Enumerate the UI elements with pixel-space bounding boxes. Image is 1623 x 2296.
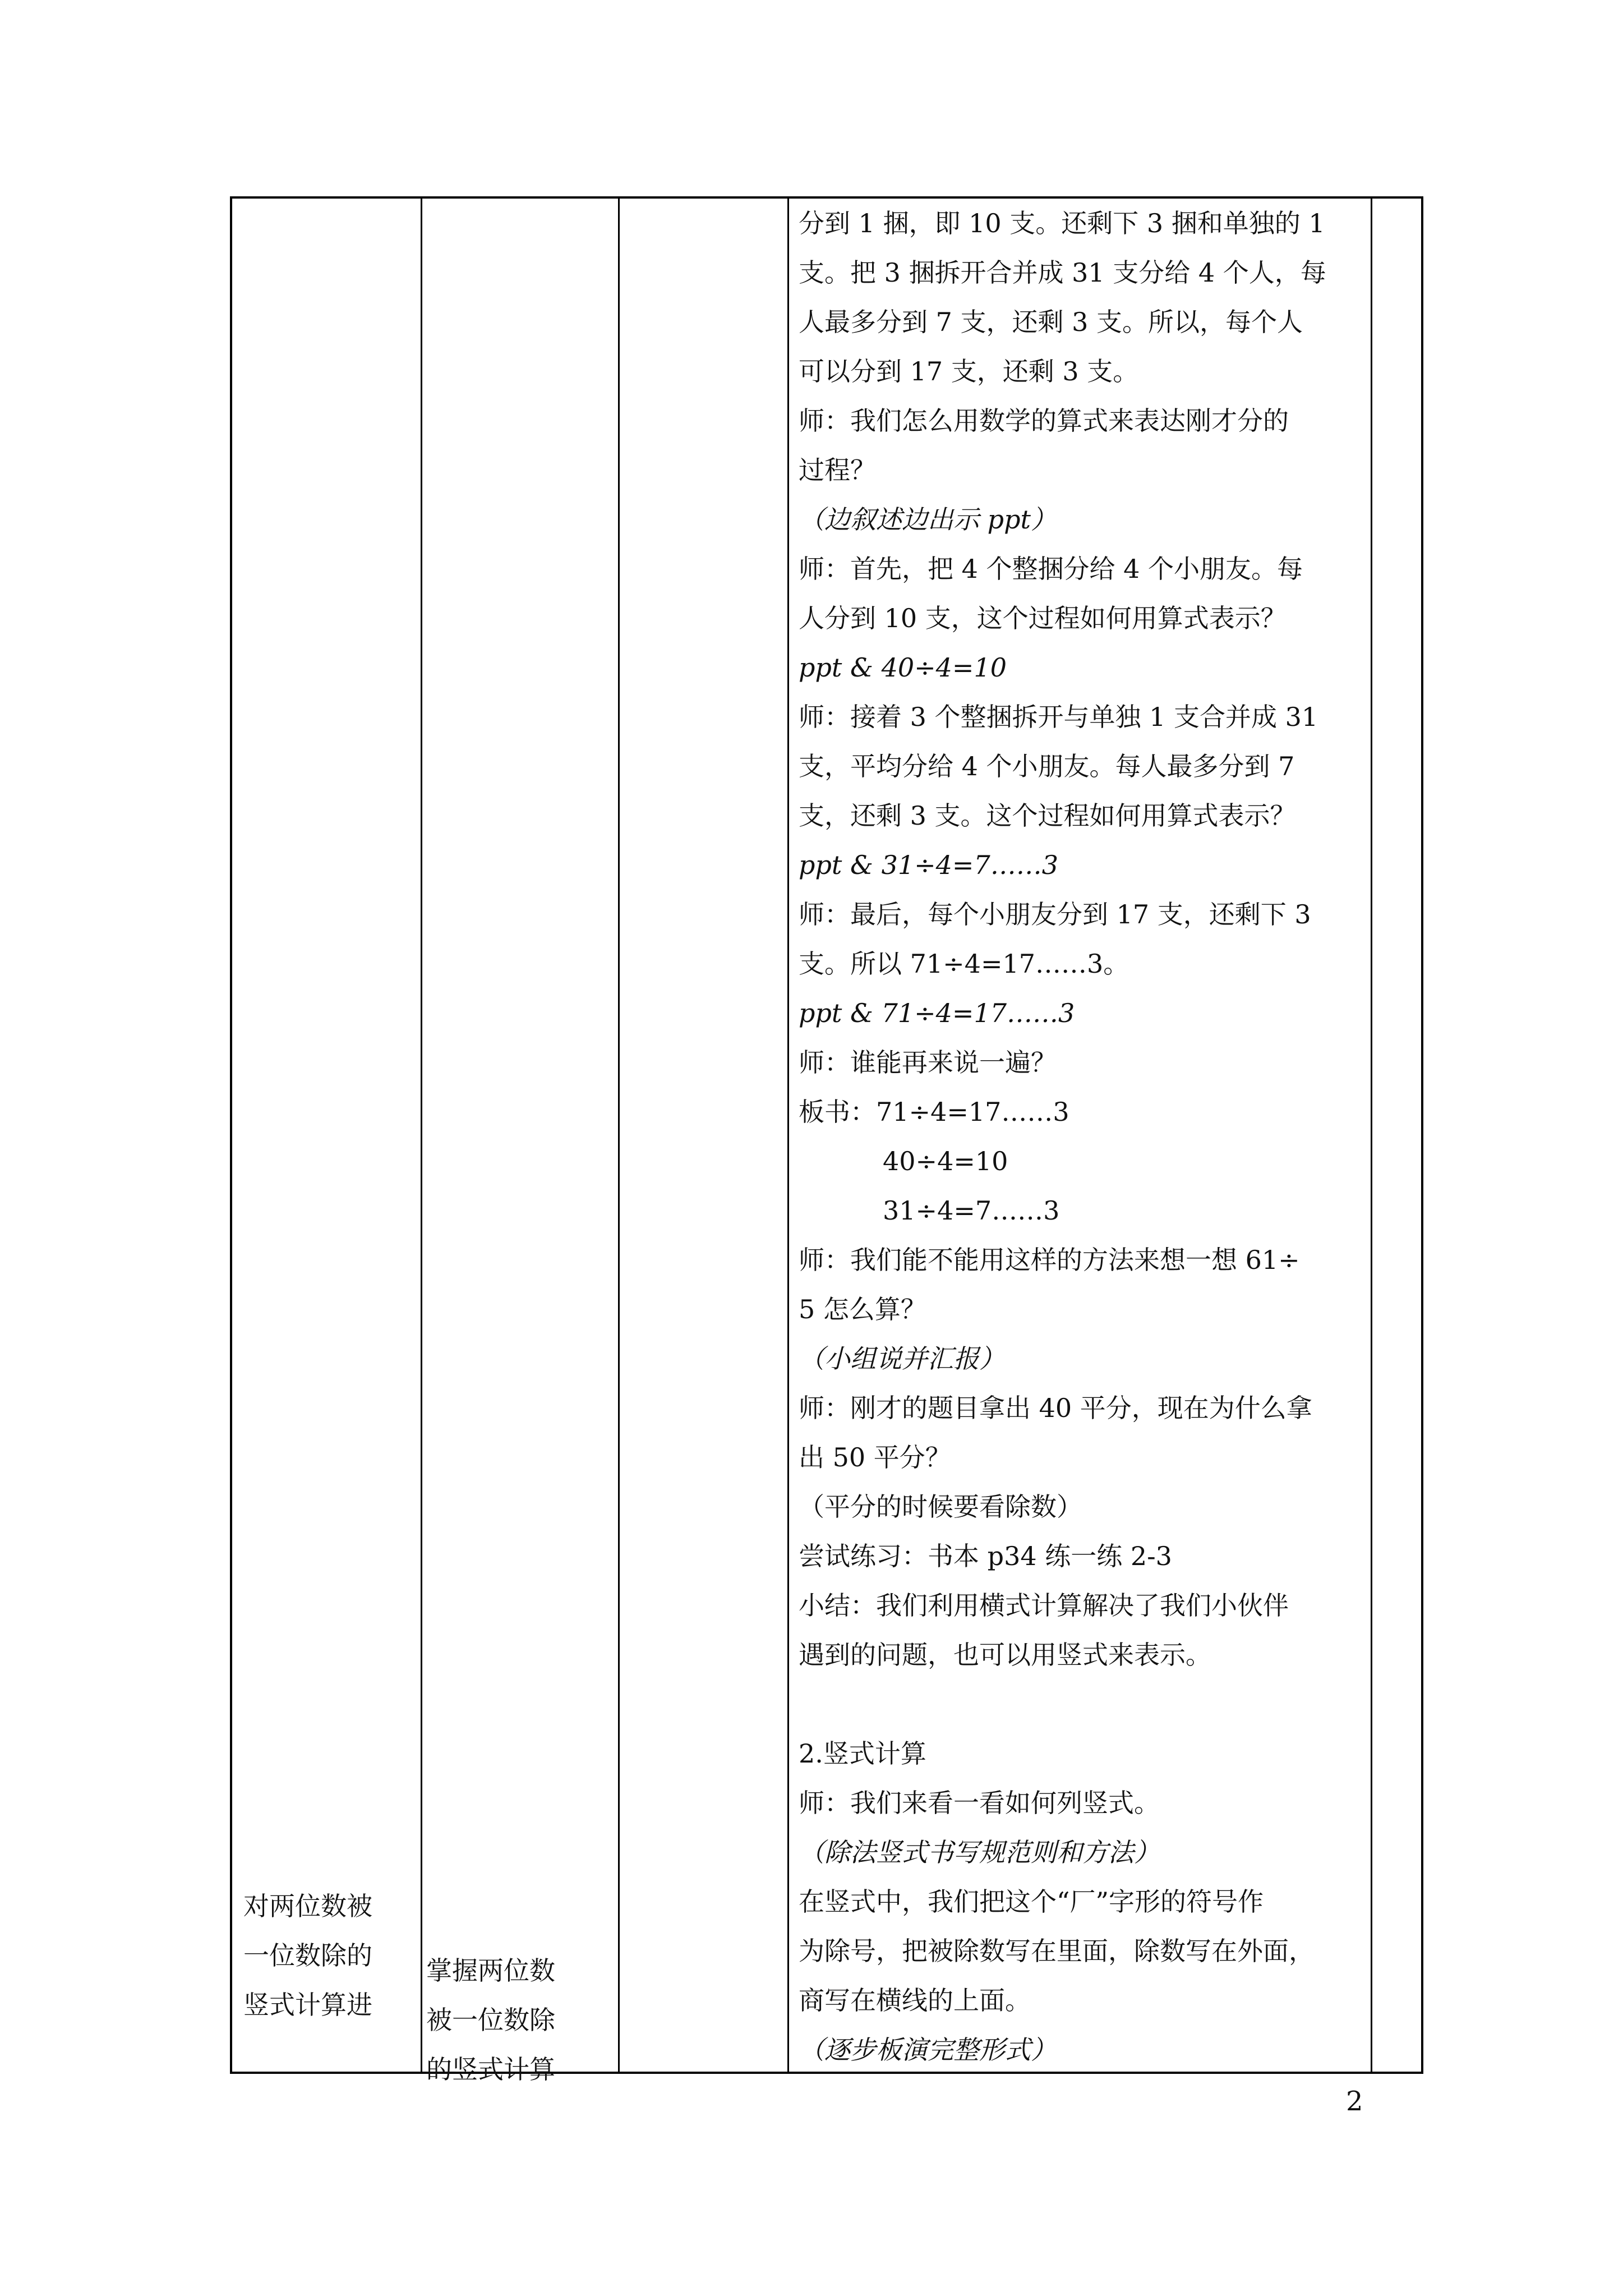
content-line: 商写在横线的上面。 bbox=[799, 1985, 1031, 2016]
content-line: 在竖式中，我们把这个“厂”字形的符号作 bbox=[799, 1887, 1264, 1917]
content-line: ppt & 40÷4=10 bbox=[799, 652, 1007, 683]
content-line: 师：首先，把 4 个整捆分给 4 个小朋友。每 bbox=[799, 554, 1303, 584]
content-line: （平分的时候要看除数） bbox=[799, 1492, 1082, 1522]
column-divider-2 bbox=[618, 199, 620, 2072]
content-line: 遇到的问题，也可以用竖式来表示。 bbox=[799, 1640, 1211, 1670]
content-line: 人最多分到 7 支，还剩 3 支。所以，每个人 bbox=[799, 307, 1303, 337]
goal-column bbox=[243, 1881, 406, 2030]
content-line: 出 50 平分？ bbox=[799, 1442, 951, 1473]
content-line: 支。所以 71÷4=17……3。 bbox=[799, 949, 1129, 979]
content-line: 师：我们怎么用数学的算式来表达刚才分的 bbox=[799, 406, 1289, 436]
page-number: 2 bbox=[1346, 2086, 1363, 2117]
content-line: 师：谁能再来说一遍？ bbox=[799, 1047, 1057, 1078]
lesson-plan-table bbox=[230, 196, 1423, 2085]
content-line: 支，平均分给 4 个小朋友。每人最多分到 7 bbox=[799, 751, 1295, 781]
blank-line bbox=[799, 1680, 1373, 1729]
content-line: 2.竖式计算 bbox=[799, 1738, 926, 1769]
teaching-process-column bbox=[799, 199, 1373, 2074]
content-line: 人分到 10 支，这个过程如何用算式表示？ bbox=[799, 603, 1287, 633]
content-line: 师：最后，每个小朋友分到 17 支，还剩下 3 bbox=[799, 899, 1311, 930]
goal-line: 一位数除的 bbox=[243, 1940, 372, 1971]
content-line: 师：接着 3 个整捆拆开与单独 1 支合并成 31 bbox=[799, 702, 1318, 732]
content-line: （除法竖式书写规范则和方法） bbox=[799, 1837, 1160, 1867]
content-line: （小组说并汇报） bbox=[799, 1343, 1005, 1374]
content-line: 可以分到 17 支，还剩 3 支。 bbox=[799, 356, 1139, 386]
content-line: 31÷4=7……3 bbox=[883, 1195, 1060, 1226]
content-line: （逐步板演完整形式） bbox=[799, 2035, 1057, 2065]
column-divider-1 bbox=[421, 199, 422, 2072]
content-line: 40÷4=10 bbox=[883, 1146, 1008, 1176]
content-line: ppt & 31÷4=7……3 bbox=[799, 850, 1058, 880]
content-line: 5 怎么算？ bbox=[799, 1294, 926, 1324]
content-line: 师：我们能不能用这样的方法来想一想 61÷ bbox=[799, 1245, 1300, 1275]
content-line: 支。把 3 捆拆开合并成 31 支分给 4 个人，每 bbox=[799, 257, 1326, 288]
content-line: （边叙述边出示 ppt） bbox=[799, 504, 1057, 535]
objective-line: 的竖式计算 bbox=[426, 2054, 555, 2085]
content-line: 小结：我们利用横式计算解决了我们小伙伴 bbox=[799, 1590, 1289, 1621]
content-line: 师：刚才的题目拿出 40 平分，现在为什么拿 bbox=[799, 1393, 1312, 1423]
content-line: 支，还剩 3 支。这个过程如何用算式表示？ bbox=[799, 800, 1296, 831]
content-line: 师：我们来看一看如何列竖式。 bbox=[799, 1788, 1160, 1818]
goal-line: 对两位数被 bbox=[243, 1891, 372, 1921]
objective-line: 掌握两位数 bbox=[426, 1955, 555, 1986]
content-line: 分到 1 捆，即 10 支。还剩下 3 捆和单独的 1 bbox=[799, 208, 1325, 238]
content-line: 尝试练习：书本 p34 练一练 2-3 bbox=[799, 1541, 1172, 1571]
content-line: ppt & 71÷4=17……3 bbox=[799, 998, 1075, 1028]
content-line: 板书：71÷4=17……3 bbox=[799, 1097, 1069, 1127]
column-divider-3 bbox=[787, 199, 789, 2072]
content-line: 过程？ bbox=[799, 455, 876, 485]
goal-line: 竖式计算进 bbox=[243, 1990, 372, 2020]
objective-column bbox=[426, 1946, 606, 2094]
objective-line: 被一位数除 bbox=[426, 2005, 555, 2035]
content-line: 为除号，把被除数写在里面，除数写在外面， bbox=[799, 1936, 1315, 1966]
